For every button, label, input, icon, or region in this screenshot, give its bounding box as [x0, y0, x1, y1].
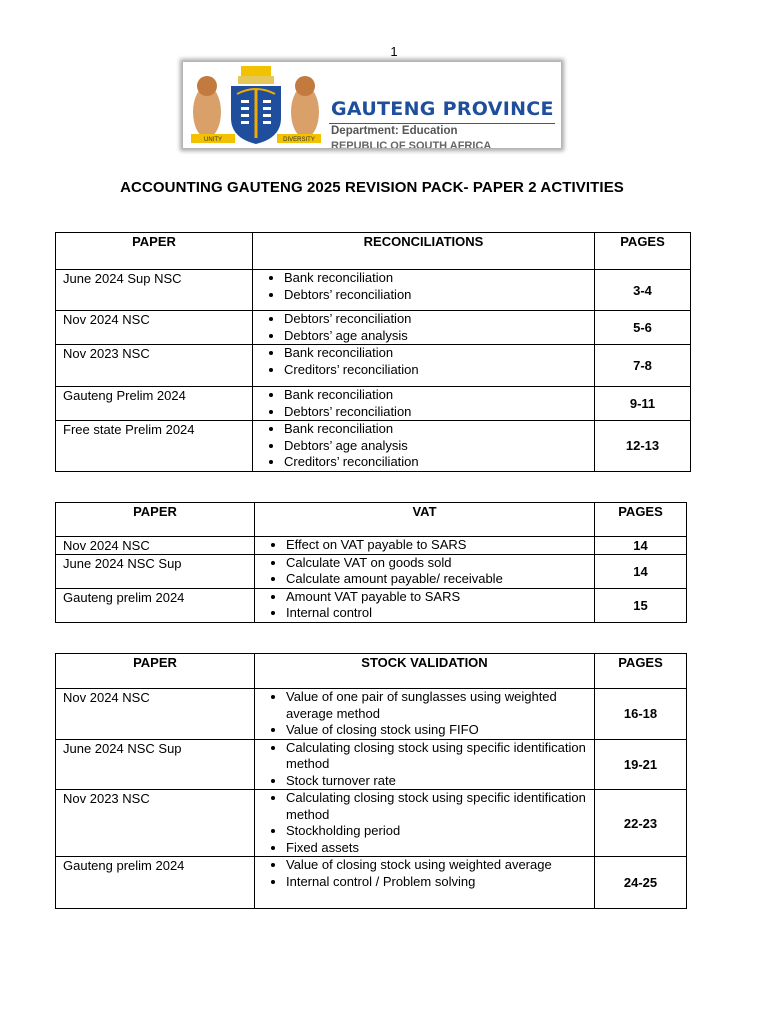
paper-cell: Gauteng prelim 2024 [56, 857, 255, 909]
document-title: ACCOUNTING GAUTENG 2025 REVISION PACK- PAPER 2 ACTIVITIES [120, 179, 624, 196]
reconciliations-table [55, 232, 691, 472]
topic-item: • Fixed assets [286, 840, 587, 857]
paper-cell: Nov 2023 NSC [56, 790, 255, 857]
topics-cell [253, 421, 595, 472]
logo-province: GAUTENG PROVINCE [331, 98, 554, 120]
header-row [56, 654, 687, 689]
coat-of-arms-icon [183, 62, 329, 148]
paper-cell: June 2024 Sup NSC [56, 270, 253, 311]
topic-list [260, 387, 587, 420]
topics-cell [255, 588, 595, 622]
topic-item: • Internal control [286, 605, 587, 622]
topics-cell [253, 270, 595, 311]
pages-cell: 16-18 [595, 689, 687, 740]
topic-item: • Bank reconciliation [284, 345, 587, 362]
pages-cell: 12-13 [595, 421, 691, 472]
paper-cell: Gauteng Prelim 2024 [56, 387, 253, 421]
topics-cell [255, 554, 595, 588]
pages-cell: 5-6 [595, 311, 691, 345]
table-row [56, 739, 687, 790]
header-row [56, 233, 691, 270]
topic-item: • Bank reconciliation [284, 421, 587, 438]
table-row [56, 537, 687, 555]
pages-cell: 19-21 [595, 739, 687, 790]
topic-item: • Debtors’ reconciliation [284, 404, 587, 421]
topic-list [262, 589, 587, 622]
topic-list [262, 689, 587, 739]
topic-item: • Value of closing stock using FIFO [286, 722, 587, 739]
topic-item: • Creditors’ reconciliation [284, 454, 587, 471]
topic-list [260, 421, 587, 471]
topic-list [262, 555, 587, 588]
column-header: PAGES [595, 503, 687, 537]
topic-item: • Stockholding period [286, 823, 587, 840]
paper-cell: Nov 2024 NSC [56, 537, 255, 555]
column-header: RECONCILIATIONS [253, 233, 595, 270]
paper-cell: Nov 2024 NSC [56, 311, 253, 345]
topic-list [260, 311, 587, 344]
topic-list [260, 270, 587, 303]
column-header: PAGES [595, 233, 691, 270]
page-number: 1 [390, 44, 398, 59]
topic-item: • Value of one pair of sunglasses using weighted average method [286, 689, 587, 722]
table-row [56, 421, 691, 472]
pages-cell: 24-25 [595, 857, 687, 909]
column-header: VAT [255, 503, 595, 537]
pages-cell: 15 [595, 588, 687, 622]
column-header: PAPER [56, 654, 255, 689]
topic-item: • Creditors’ reconciliation [284, 362, 587, 379]
paper-cell: Free state Prelim 2024 [56, 421, 253, 472]
topics-cell [253, 387, 595, 421]
table-row [56, 387, 691, 421]
topic-item: • Calculating closing stock using specific identification method [286, 740, 587, 773]
topic-item: • Internal control / Problem solving [286, 874, 587, 891]
topic-item: • Debtors’ reconciliation [284, 311, 587, 328]
topics-cell [255, 689, 595, 740]
topic-item: • Debtors’ age analysis [284, 438, 587, 455]
topic-list [262, 790, 587, 856]
column-header: PAPER [56, 503, 255, 537]
topic-item: • Amount VAT payable to SARS [286, 589, 587, 606]
topic-item: • Value of closing stock using weighted average [286, 857, 587, 874]
motto-right: DIVERSITY [283, 137, 315, 143]
topics-cell [255, 790, 595, 857]
paper-cell: Gauteng prelim 2024 [56, 588, 255, 622]
paper-cell: Nov 2023 NSC [56, 345, 253, 387]
paper-cell: June 2024 NSC Sup [56, 739, 255, 790]
table-row [56, 857, 687, 909]
column-header: PAGES [595, 654, 687, 689]
column-header: STOCK VALIDATION [255, 654, 595, 689]
topic-item: • Debtors’ reconciliation [284, 287, 587, 304]
pages-cell: 3-4 [595, 270, 691, 311]
topics-cell [255, 537, 595, 555]
topics-cell [253, 311, 595, 345]
topic-item: • Stock turnover rate [286, 773, 587, 790]
pages-cell: 22-23 [595, 790, 687, 857]
logo-divider [329, 123, 555, 124]
table-row [56, 345, 691, 387]
topics-cell [253, 345, 595, 387]
gauteng-education-logo [183, 62, 561, 148]
topic-item: • Bank reconciliation [284, 387, 587, 404]
motto-left: UNITY [204, 137, 222, 143]
table-row [56, 554, 687, 588]
vat-table [55, 502, 687, 623]
topic-item: • Effect on VAT payable to SARS [286, 537, 587, 554]
topic-list [260, 345, 587, 378]
table-row [56, 270, 691, 311]
topic-item: • Calculate amount payable/ receivable [286, 571, 587, 588]
table-row [56, 588, 687, 622]
column-header: PAPER [56, 233, 253, 270]
table-row [56, 790, 687, 857]
pages-cell: 7-8 [595, 345, 691, 387]
topic-item: • Calculate VAT on goods sold [286, 555, 587, 572]
topics-cell [255, 857, 595, 909]
topic-list [262, 740, 587, 790]
topic-list [262, 857, 587, 890]
topics-cell [255, 739, 595, 790]
pages-cell: 14 [595, 537, 687, 555]
table-row [56, 689, 687, 740]
table-row [56, 311, 691, 345]
topic-item: • Bank reconciliation [284, 270, 587, 287]
paper-cell: June 2024 NSC Sup [56, 554, 255, 588]
pages-cell: 9-11 [595, 387, 691, 421]
topic-item: • Debtors’ age analysis [284, 328, 587, 345]
topic-list [262, 537, 587, 554]
stock-validation-table [55, 653, 687, 909]
pages-cell: 14 [595, 554, 687, 588]
paper-cell: Nov 2024 NSC [56, 689, 255, 740]
logo-department: Department: Education [331, 125, 458, 137]
topic-item: • Calculating closing stock using specific identification method [286, 790, 587, 823]
header-row [56, 503, 687, 537]
logo-country: REPUBLIC OF SOUTH AFRICA [331, 140, 492, 148]
